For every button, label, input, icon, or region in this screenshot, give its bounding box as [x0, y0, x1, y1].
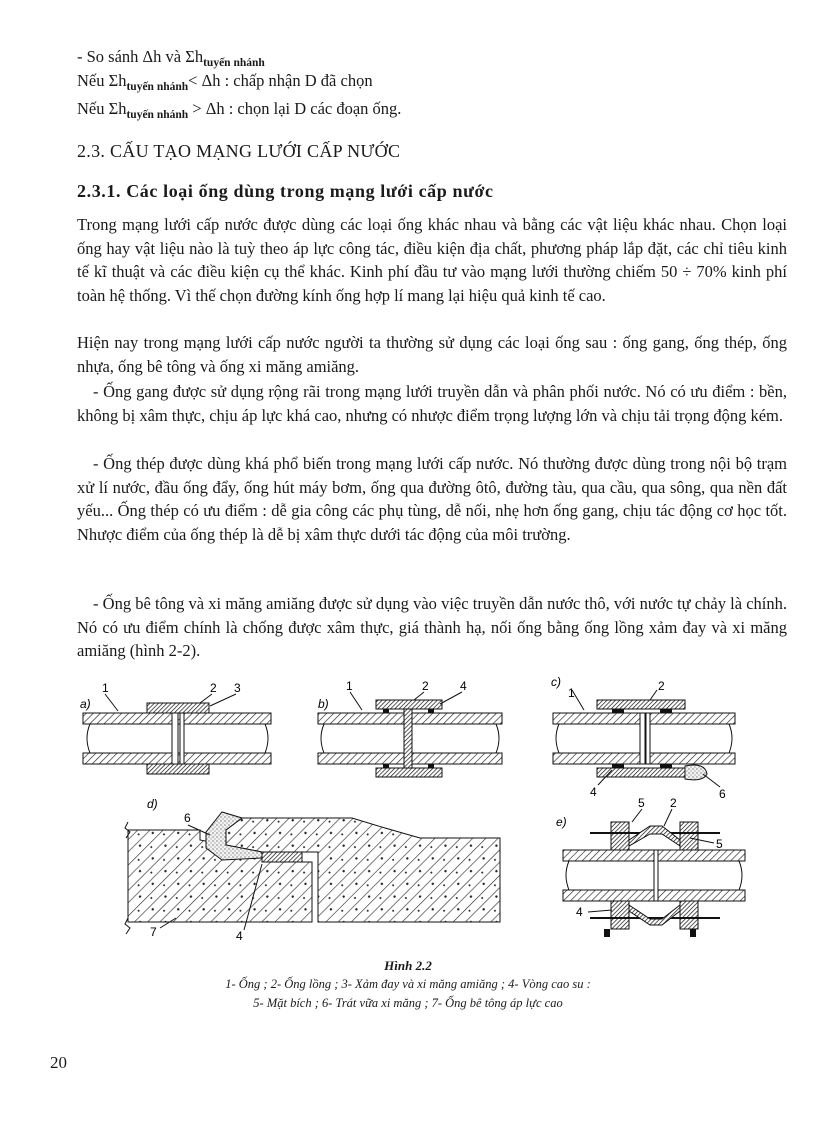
- label-c: c): [551, 675, 561, 689]
- paragraph-2: Hiện nay trong mạng lưới cấp nước người ta thường sử dụng các loại ống sau : ống gang, ống thép, ống nhựa, ống bê tông và ống xi măng amiăng.: [77, 333, 787, 376]
- compare-text: Nếu Σh: [77, 71, 127, 90]
- figure-title: Hình 2.2: [384, 958, 432, 973]
- label-7: 7: [150, 925, 157, 939]
- joint-e: [556, 796, 745, 937]
- label-e: e): [556, 815, 567, 829]
- page-number: 20: [50, 1053, 67, 1072]
- label-3: 3: [234, 681, 241, 695]
- label-5: 5: [716, 837, 723, 851]
- label-2: 2: [658, 679, 665, 693]
- label-5: 5: [638, 796, 645, 810]
- label-2: 2: [670, 796, 677, 810]
- compare-text: > Δh : chọn lại D các đoạn ống.: [188, 99, 402, 118]
- figure-caption-1: 1- Ống ; 2- Ống lồng ; 3- Xảm đay và xi măng amiăng ; 4- Vòng cao su :: [225, 977, 591, 991]
- label-d: d): [147, 797, 158, 811]
- section-title: 2.3. CẤU TẠO MẠNG LƯỚI CẤP NƯỚC: [77, 141, 401, 161]
- label-2: 2: [210, 681, 217, 695]
- joint-d: [125, 797, 500, 943]
- label-4: 4: [236, 929, 243, 943]
- paragraph-5: - Ống bê tông và xi măng amiăng được sử dụng vào việc truyền dẫn nước thô, với nước tự chảy là chính. Nó có ưu điểm chính là chống được xâm thực, giá thành hạ, nối ống bằng ống lồng xảm đay và xi măng amiăng (hình 2-2).: [77, 594, 787, 661]
- label-1: 1: [102, 681, 109, 695]
- label-2: 2: [422, 679, 429, 693]
- subscript: tuyến nhánh: [126, 109, 189, 121]
- label-4: 4: [460, 679, 467, 693]
- joint-a: [80, 681, 271, 774]
- label-a: a): [80, 697, 91, 711]
- subscript: tuyến nhánh: [203, 57, 265, 69]
- label-1: 1: [346, 679, 353, 693]
- label-4: 4: [576, 905, 583, 919]
- subscript: tuyến nhánh: [126, 81, 189, 93]
- paragraph-4: - Ống thép được dùng khá phổ biến trong mạng lưới cấp nước. Nó thường được dùng trong nội bộ trạm xử lí nước, đầu ống đẩy, ống hút máy bơm, ống qua đường ôtô, đường tàu, qua cầu, qua sông, qua nền đất yếu... Ống thép có ưu điểm : dễ gia công các phụ tùng, dễ nối, nhẹ hơn ống gang, chịu tác động cơ học tốt. Nhược điểm của ống thép là dễ bị xâm thực dưới tác động của môi trường.: [77, 454, 787, 544]
- subsection-title: 2.3.1. Các loại ống dùng trong mạng lưới cấp nước: [77, 181, 494, 201]
- compare-text: < Δh : chấp nhận D đã chọn: [188, 71, 373, 90]
- label-4: 4: [590, 785, 597, 799]
- joint-b: [318, 679, 502, 777]
- label-b: b): [318, 697, 329, 711]
- compare-text: Nếu Σh: [77, 99, 127, 118]
- paragraph-1: Trong mạng lưới cấp nước được dùng các loại ống khác nhau và bằng các vật liệu khác nhau. Chọn loại ống hay vật liệu nào là tuỳ theo áp lực công tác, điều kiện địa chất, phương pháp lắp đặt, các chỉ tiêu kinh tế kĩ thuật và các điều kiện cụ thể khác. Kinh phí đầu tư vào mạng lưới thường chiếm 50 ÷ 70% kinh phí toàn hệ thống. Vì thế chọn đường kính ống hợp lí mang lại hiệu quả kinh tế cao.: [77, 215, 787, 305]
- figure-caption-2: 5- Mặt bích ; 6- Trát vữa xi măng ; 7- Ống bê tông áp lực cao: [253, 996, 563, 1010]
- compare-text: - So sánh Δh và Σh: [77, 47, 204, 66]
- joint-c: [551, 675, 735, 801]
- paragraph-3: - Ống gang được sử dụng rộng rãi trong mạng lưới truyền dẫn và phân phối nước. Nó có ưu điểm : bền, không bị xâm thực, chịu áp lực khá cao, nhưng có nhược điểm trọng lượng lớn và chịu tải trọng động kém.: [77, 382, 787, 425]
- label-6: 6: [719, 787, 726, 801]
- label-1: 1: [568, 686, 575, 700]
- label-6: 6: [184, 811, 191, 825]
